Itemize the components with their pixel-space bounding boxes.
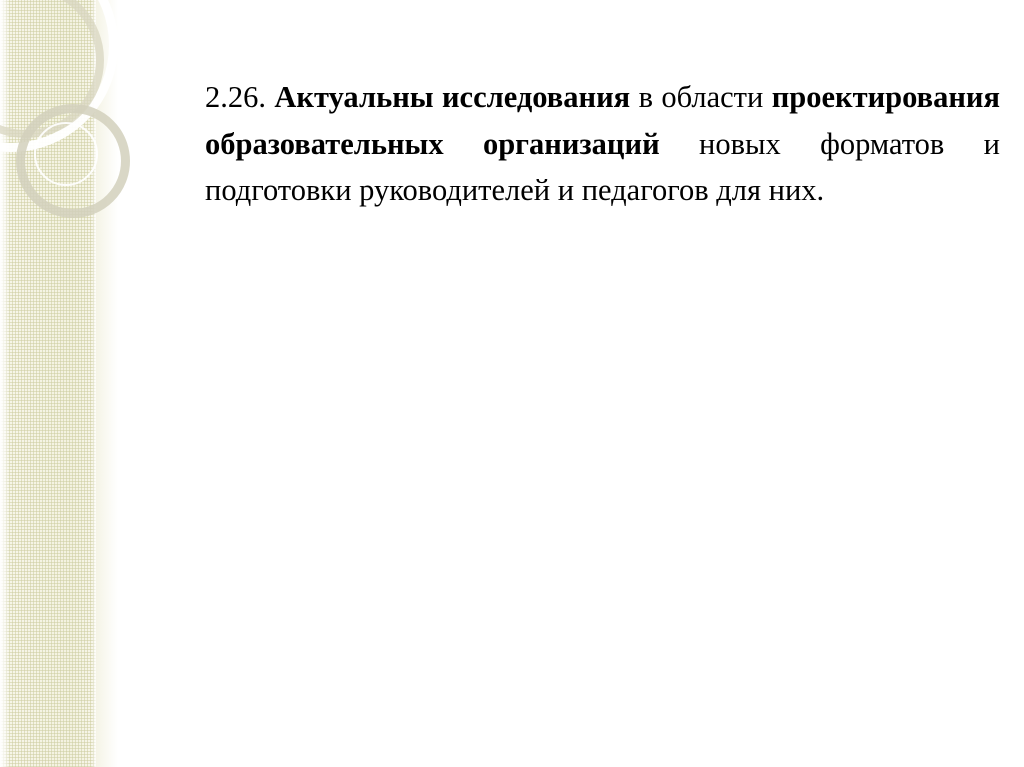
bold-phrase-2: проектирования образовательных организаций bbox=[205, 80, 1001, 161]
bold-phrase-1: Актуальны исследования bbox=[274, 80, 631, 114]
plain-text-1: в области bbox=[630, 80, 772, 114]
slide-content bbox=[205, 74, 1000, 214]
body-paragraph bbox=[205, 74, 1000, 214]
paragraph-number: 2.26. bbox=[205, 80, 266, 114]
decorative-ring-inner-icon bbox=[34, 122, 98, 186]
plain-text-2: новых форматов и подготовки руководителей и педагогов для них. bbox=[205, 126, 1000, 208]
